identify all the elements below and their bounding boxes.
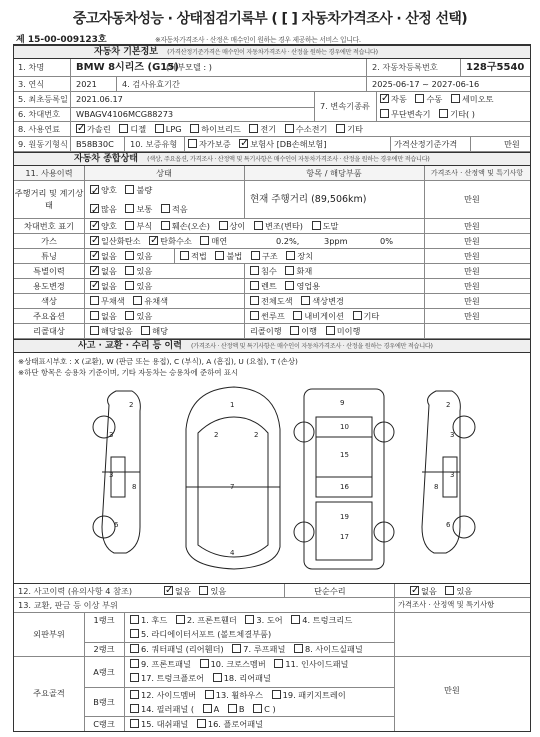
recall-applies-checkbox[interactable] — [141, 326, 150, 335]
tuning-yes-checkbox[interactable] — [125, 251, 134, 260]
tuning-won: 만원 — [464, 251, 480, 261]
car-top-diagram — [186, 387, 280, 569]
trunk-floor-checkbox[interactable] — [130, 673, 139, 682]
engine-label: 9. 원동기형식 — [18, 139, 68, 149]
quarter-panel-checkbox[interactable] — [130, 644, 139, 653]
summary-row-special: 특별이력 ✓ 없음 있음 침수 화재 만원 — [14, 264, 530, 279]
trunk-lid-checkbox[interactable] — [291, 615, 300, 624]
summary-row-options: 주요옵션 없음 있음 썬루프 내비게이션 기타 만원 — [14, 309, 530, 324]
recall-na-checkbox[interactable] — [90, 326, 99, 335]
summary-row-recall: 리콜대상 해당없음 해당 리콜이행 이행 미이행 — [14, 324, 530, 339]
svg-text:3: 3 — [450, 431, 455, 439]
parts-won: 만원 — [444, 685, 460, 695]
gas-co-checkbox[interactable] — [90, 236, 99, 245]
gas-won: 만원 — [464, 236, 480, 246]
simple-repair-label: 단순수리 — [314, 586, 346, 596]
vin-coated-checkbox[interactable] — [312, 221, 321, 230]
section-accident — [14, 339, 530, 353]
gas-hc-value: 3ppm — [324, 236, 348, 246]
color-chromatic-checkbox[interactable] — [133, 296, 142, 305]
tuning-label: 튜닝 — [41, 251, 57, 261]
options-nav-checkbox[interactable] — [293, 311, 302, 320]
row-year — [14, 77, 530, 92]
special-yes-checkbox[interactable] — [125, 266, 134, 275]
hood-checkbox[interactable] — [130, 615, 139, 624]
rank1-label: 1랭크 — [93, 615, 115, 625]
summary-row-tuning: 튜닝 ✓ 없음 있음 적법 불법 구조 장치 만원 — [14, 249, 530, 264]
radiator-support-checkbox[interactable] — [130, 629, 139, 638]
main-frame-label: 주요골격 — [33, 688, 65, 698]
trans-other-checkbox[interactable] — [439, 109, 448, 118]
first-reg-value: 2021.06.17 — [76, 94, 123, 104]
accident-none-checkbox[interactable] — [164, 586, 173, 595]
parts-header-label: 13. 교환, 판금 등 이상 부위 — [18, 600, 118, 610]
section-basic-sub: (가격산정기준가격은 매수인이 자동차가격조사 · 산정을 원하는 경우에만 적습니다) — [167, 49, 378, 56]
trans-opts-2: 무단변속기 기타( ) — [380, 107, 530, 122]
car-name-label: 1. 차명 — [18, 62, 45, 72]
svg-text:8: 8 — [434, 483, 439, 491]
fuel-gasoline-checkbox[interactable] — [76, 124, 85, 133]
svg-text:3: 3 — [450, 471, 455, 479]
form-frame — [13, 44, 531, 732]
page-title: 중고자동차성능 · 상태점검기록부 ( [ ] 자동차가격조사 · 산정 선택) — [72, 11, 468, 27]
floor-panel-checkbox[interactable] — [197, 719, 206, 728]
special-fire-checkbox[interactable] — [285, 266, 294, 275]
vin-damage-checkbox[interactable] — [161, 221, 170, 230]
engine-value: B58B30C — [76, 139, 114, 149]
trans-manual-checkbox[interactable] — [415, 94, 424, 103]
summary-col-usage: 11. 사용이력 — [25, 168, 73, 178]
rankA-label: A랭크 — [93, 667, 115, 677]
simple-yes-checkbox[interactable] — [445, 586, 454, 595]
car-frame-diagram — [294, 389, 394, 569]
warranty-insurer-checkbox[interactable] — [239, 139, 248, 148]
price-won: 만원 — [504, 139, 520, 149]
tuning-illegal-checkbox[interactable] — [215, 251, 224, 260]
mileage-item: 현재 주행거리 (89,506km) — [250, 194, 367, 205]
color-change-checkbox[interactable] — [301, 296, 310, 305]
summary-header — [14, 166, 530, 181]
special-label: 특별이력 — [33, 266, 65, 276]
color-achromatic-checkbox[interactable] — [90, 296, 99, 305]
gas-hc-checkbox[interactable] — [149, 236, 158, 245]
summary-col-item: 항목 / 해당부품 — [306, 168, 362, 178]
color-label: 색상 — [41, 296, 57, 306]
first-reg-label: 5. 최초등록일 — [18, 94, 68, 104]
vin-label: 6. 차대번호 — [18, 109, 61, 119]
vin-altered-checkbox[interactable] — [254, 221, 263, 230]
trans-auto-checkbox[interactable] — [380, 94, 389, 103]
usage-business-checkbox[interactable] — [285, 281, 294, 290]
tuning-device-checkbox[interactable] — [286, 251, 295, 260]
rankB-label: B랭크 — [93, 697, 115, 707]
package-tray-checkbox[interactable] — [272, 690, 281, 699]
legend-note: ※하단 항목은 승용차 기준이며, 기타 자동차는 승용차에 준하여 표시 — [18, 368, 239, 377]
dash-panel-checkbox[interactable] — [130, 719, 139, 728]
svg-text:3: 3 — [109, 471, 114, 479]
fuel-diesel-checkbox[interactable] — [119, 124, 128, 133]
inspect-period-value: 2025-06-17 ~ 2027-06-16 — [372, 79, 480, 89]
parts-outer: 외판부위 1랭크 1. 후드 2. 프론트휀더 3. 도어 4. 트렁크리드 5. 라디에이터서포트 (볼트체결부품) 2랭크 6. 쿼터패널 (리어휀더) 7. 루프패널 8. 사이드실패널 — [14, 613, 530, 657]
svg-text:2: 2 — [129, 401, 134, 409]
svg-text:9: 9 — [340, 399, 345, 407]
reg-no-label: 2. 자동차등록번호 — [372, 62, 438, 72]
row-fuel — [14, 122, 530, 137]
rankC-label: C랭크 — [93, 719, 115, 729]
svg-text:3: 3 — [109, 431, 114, 439]
mileage-good-checkbox[interactable] — [90, 185, 99, 194]
special-won: 만원 — [464, 266, 480, 276]
svg-text:7: 7 — [230, 483, 235, 491]
options-label: 주요옵션 — [33, 311, 65, 321]
svg-text:15: 15 — [340, 451, 349, 459]
side-member-checkbox[interactable] — [130, 690, 139, 699]
summary-row-mileage: 주행거리 및 계기상태 ✓양호 불량 ✓많음 보통 적음 현재 주행거리 (89,506km) 만원 — [14, 181, 530, 219]
usage-yes-checkbox[interactable] — [125, 281, 134, 290]
reg-no-value: 128구5540 — [466, 62, 525, 73]
parts-main: 주요골격 A랭크 9. 프론트패널 10. 크로스멤버 11. 인사이드패널 17. 트렁크플로어 18. 리어패널 B랭크 12. 사이드멤버 13. 휠하우스 19. 패키지트레이 14. 필러패널 ( A B C ) C랭크 15. 대쉬패널 16. 플로어패널 — [14, 657, 530, 731]
trans-cvt-checkbox[interactable] — [380, 109, 389, 118]
svg-text:8: 8 — [132, 483, 137, 491]
parts-header — [14, 598, 530, 613]
fuel-lpg-checkbox[interactable] — [155, 124, 164, 133]
trans-semi-checkbox[interactable] — [451, 94, 460, 103]
recall-not-done-checkbox[interactable] — [326, 326, 335, 335]
mileage-low-checkbox[interactable] — [161, 204, 170, 213]
tuning-struct-checkbox[interactable] — [251, 251, 260, 260]
mileage-high-checkbox[interactable] — [90, 204, 99, 213]
vin-good-checkbox[interactable] — [90, 221, 99, 230]
usage-change-label: 용도변경 — [33, 281, 65, 291]
section-summary — [14, 152, 530, 166]
fuel-electric-checkbox[interactable] — [249, 124, 258, 133]
accident-yes-checkbox[interactable] — [199, 586, 208, 595]
svg-text:6: 6 — [446, 521, 451, 529]
cross-member-checkbox[interactable] — [200, 659, 209, 668]
section-accident-title: 사고 · 교환 · 수리 등 이력 — [78, 341, 182, 351]
recall-done-label: 리콜이행 — [250, 326, 282, 336]
special-flood-checkbox[interactable] — [250, 266, 259, 275]
options-none-checkbox[interactable] — [90, 311, 99, 320]
fuel-label: 8. 사용연료 — [18, 124, 61, 134]
color-full-paint-checkbox[interactable] — [250, 296, 259, 305]
gas-label: 가스 — [41, 236, 57, 246]
pillar-panel-checkbox[interactable] — [130, 704, 139, 713]
summary-row-vin: 차대번호 표기 ✓ 양호 부식 훼손(오손) 상이 변조(변타) 도말 만원 — [14, 219, 530, 234]
inspect-period-label: 4. 검사유효기간 — [122, 79, 180, 89]
tuning-legal-checkbox[interactable] — [180, 251, 189, 260]
warranty-opts: 자가보증 ✓ 보험사 [DB손해보험] — [188, 137, 368, 151]
usage-rent-checkbox[interactable] — [250, 281, 259, 290]
recall-label: 리콜대상 — [33, 326, 65, 336]
section-summary-sub: (색상, 주요옵션, 가격조사 · 산정액 및 특기사항은 매수인이 자동차가격조사 · 산정을 원하는 경우에만 적습니다) — [147, 156, 430, 163]
gas-smoke-checkbox[interactable] — [200, 236, 209, 245]
summary-col-state: 상태 — [156, 168, 172, 178]
vin-won: 만원 — [464, 221, 480, 231]
side-sill-checkbox[interactable] — [294, 644, 303, 653]
legend-status: ※상태표시부호 : X (교환), W (판금 또는 용접), C (부식), A (흠집), U (요철), T (손상) — [18, 357, 298, 366]
pillar-c-checkbox[interactable] — [253, 704, 262, 713]
svg-text:17: 17 — [340, 533, 349, 541]
car-name-detail: (세부모델 : ) — [166, 62, 212, 72]
mileage-bad-checkbox[interactable] — [125, 185, 134, 194]
year-label: 3. 연식 — [18, 79, 45, 89]
fuel-other-checkbox[interactable] — [336, 124, 345, 133]
summary-row-gas: 가스 ✓ 일산화탄소 ✓ 탄화수소 매연 0.2%, 3ppm 0% 만원 — [14, 234, 530, 249]
rank2-label: 2랭크 — [93, 644, 115, 654]
car-diagrams — [14, 377, 530, 577]
inside-panel-checkbox[interactable] — [274, 659, 283, 668]
section-accident-sub: (가격조사 · 산정액 및 특기사항은 매수인이 자동차가격조사 · 산정을 원하는 경우에만 적습니다) — [191, 343, 433, 350]
vin-diff-checkbox[interactable] — [219, 221, 228, 230]
options-sunroof-checkbox[interactable] — [250, 311, 259, 320]
svg-text:4: 4 — [230, 549, 235, 557]
usage-won: 만원 — [464, 281, 480, 291]
simple-none-checkbox[interactable] — [410, 586, 419, 595]
price-label: 가격산정기준가격 — [394, 139, 458, 149]
svg-text:2: 2 — [214, 431, 219, 439]
options-yes-checkbox[interactable] — [125, 311, 134, 320]
summary-col-price: 가격조사 · 산정액 및 특기사항 — [430, 169, 524, 177]
options-other-checkbox[interactable] — [353, 311, 362, 320]
outer-label: 외판부위 — [33, 629, 65, 639]
pillar-b-checkbox[interactable] — [228, 704, 237, 713]
trans-opts-1: ✓자동 수동 세미오토 — [380, 92, 530, 107]
section-basic-title: 자동차 기본정보 — [94, 47, 158, 57]
svg-text:6: 6 — [114, 521, 119, 529]
section-summary-title: 자동차 종합상태 — [74, 154, 138, 164]
mileage-won: 만원 — [464, 194, 480, 204]
svg-text:2: 2 — [254, 431, 259, 439]
row-car-name — [14, 59, 530, 77]
svg-text:10: 10 — [340, 423, 349, 431]
vin-mark-label: 차대번호 표기 — [23, 221, 75, 231]
row-reg-vin — [14, 92, 530, 122]
mileage-mid-checkbox[interactable] — [125, 204, 134, 213]
doc-number: 제 15-00-009123호 — [16, 35, 107, 45]
tuning-none-checkbox[interactable] — [90, 251, 99, 260]
svg-text:1: 1 — [230, 401, 235, 409]
fender-checkbox[interactable] — [176, 615, 185, 624]
parts-note-header: 가격조사 · 산정액 및 특기사항 — [398, 600, 495, 609]
door-checkbox[interactable] — [245, 615, 254, 624]
usage-none-checkbox[interactable] — [90, 281, 99, 290]
gas-smoke-value: 0% — [380, 236, 393, 246]
row-engine — [14, 137, 530, 152]
svg-text:16: 16 — [340, 483, 349, 491]
notice-text: ※자동차가격조사 · 산정은 매수인이 원하는 경우 제공하는 서비스 입니다. — [155, 36, 361, 44]
roof-panel-checkbox[interactable] — [232, 644, 241, 653]
wheel-house-checkbox[interactable] — [205, 690, 214, 699]
pillar-a-checkbox[interactable] — [203, 704, 212, 713]
section-basic — [14, 45, 530, 59]
accident-row: 12. 사고이력 (유의사항 4 참조) ✓ 없음 있음 단순수리 ✓ 없음 있음 — [14, 583, 530, 598]
fuel-hydrogen-checkbox[interactable] — [285, 124, 294, 133]
warranty-self-checkbox[interactable] — [188, 139, 197, 148]
vin-corrosion-checkbox[interactable] — [125, 221, 134, 230]
car-name-value: BMW 8시리즈 (G15) — [76, 62, 179, 73]
year-value: 2021 — [76, 79, 97, 89]
recall-done-checkbox[interactable] — [290, 326, 299, 335]
accident-label: 12. 사고이력 (유의사항 4 참조) — [18, 586, 133, 596]
warranty-label: 10. 보증유형 — [130, 139, 178, 149]
svg-text:2: 2 — [446, 401, 451, 409]
options-won: 만원 — [464, 311, 480, 321]
rear-panel-checkbox[interactable] — [213, 673, 222, 682]
fuel-hybrid-checkbox[interactable] — [190, 124, 199, 133]
front-panel-checkbox[interactable] — [130, 659, 139, 668]
fuel-opts: ✓ 가솔린 디젤 LPG 하이브리드 전기 수소전기 기타 — [76, 122, 526, 136]
special-none-checkbox[interactable] — [90, 266, 99, 275]
gas-co-value: 0.2%, — [276, 236, 300, 246]
summary-row-usage-change: 용도변경 ✓ 없음 있음 렌트 영업용 만원 — [14, 279, 530, 294]
trans-label: 7. 변속기종류 — [320, 101, 370, 111]
summary-row-color: 색상 무채색 유채색 전체도색 색상변경 만원 — [14, 294, 530, 309]
svg-text:19: 19 — [340, 513, 349, 521]
mileage-label: 주행거리 및 계기상태 — [14, 188, 84, 210]
color-won: 만원 — [464, 296, 480, 306]
vin-value: WBAGV4106MCG88273 — [76, 109, 174, 119]
